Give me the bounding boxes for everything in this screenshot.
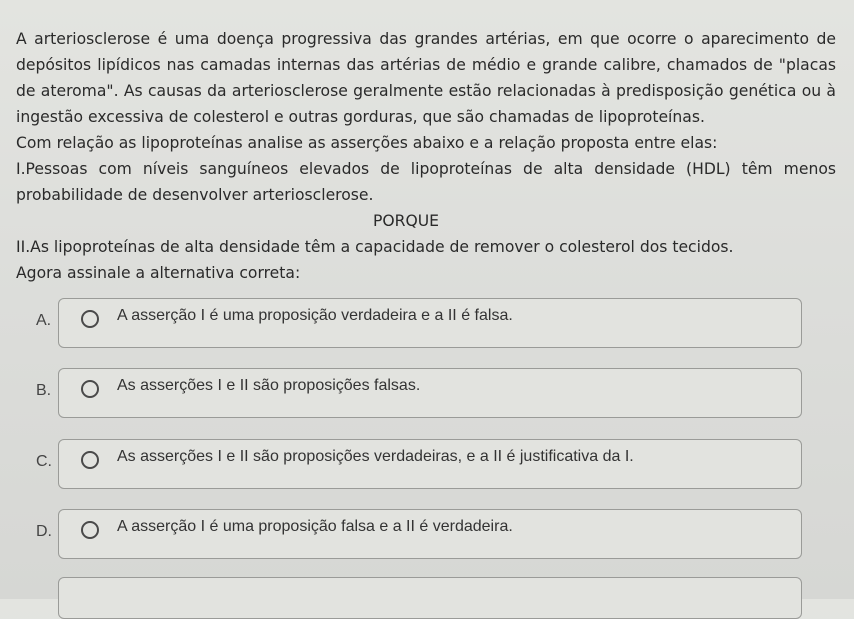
question-instruction: Com relação as lipoproteínas analise as asserções abaixo e a relação proposta entre elas: [16, 134, 718, 152]
option-text: A asserção I é uma proposição falsa e a II é verdadeira. [117, 518, 513, 535]
option-d[interactable] [30, 509, 802, 559]
radio-icon[interactable] [81, 310, 99, 328]
question-prompt: Agora assinale a alternativa correta: [16, 264, 301, 282]
option-letter: D. [36, 523, 52, 540]
option-box[interactable] [58, 298, 802, 348]
option-c[interactable] [30, 439, 802, 489]
assertion-connector: PORQUE [372, 212, 440, 230]
option-text: As asserções I e II são proposições falsas. [117, 377, 421, 394]
option-e-partial[interactable] [58, 577, 802, 619]
option-text: As asserções I e II são proposições verdadeiras, e a II é justificativa da I. [117, 448, 634, 465]
option-letter: C. [36, 453, 52, 470]
assertion-2: II.As lipoproteínas de alta densidade têm a capacidade de remover o colesterol dos tecidos. [16, 238, 734, 256]
option-a[interactable] [30, 298, 802, 348]
option-box[interactable] [58, 439, 802, 489]
option-letter: A. [36, 312, 52, 329]
radio-icon[interactable] [81, 521, 99, 539]
question-text [16, 26, 836, 286]
question-paragraph: A arteriosclerose é uma doença progressiva das grandes artérias, em que ocorre o aparecimento de depósitos lipídicos nas camadas internas das artérias de médio e grande calibre, chamados de "placas de ateroma". As causas da arteriosclerose geralmente estão relacionadas à predisposição genética ou à ingestão excessiva de colesterol e outras gorduras, que são chamadas de lipoproteínas. [16, 30, 836, 126]
option-text: A asserção I é uma proposição verdadeira e a II é falsa. [117, 307, 513, 324]
option-box[interactable] [58, 509, 802, 559]
radio-icon[interactable] [81, 451, 99, 469]
assertion-1: I.Pessoas com níveis sanguíneos elevados de lipoproteínas de alta densidade (HDL) têm menos probabilidade de desenvolver arteriosclerose. [16, 160, 836, 204]
option-letter: B. [36, 382, 52, 399]
option-box[interactable] [58, 368, 802, 418]
radio-icon[interactable] [81, 380, 99, 398]
option-b[interactable] [30, 368, 802, 418]
